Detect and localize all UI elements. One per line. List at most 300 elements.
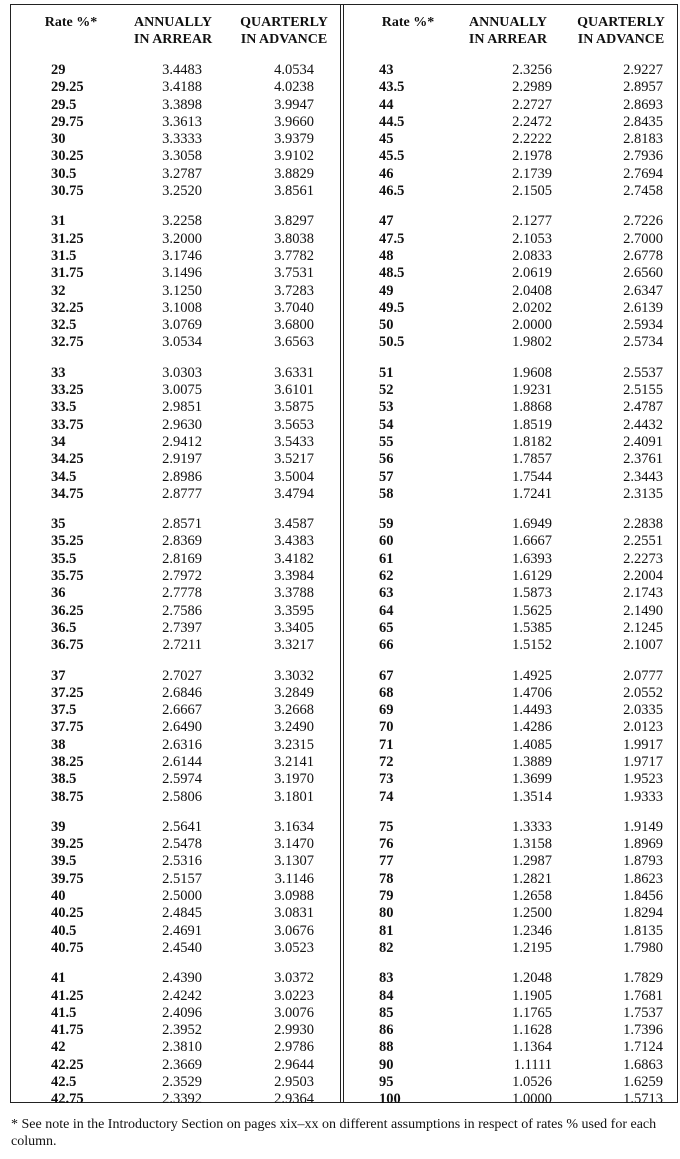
rate-cell: 72 xyxy=(379,753,394,770)
quarterly-header-line1: QUARTERLY xyxy=(577,15,665,30)
annually-header-line2: IN ARREAR xyxy=(468,32,548,47)
quarterly-cell: 3.3788 xyxy=(274,585,314,602)
rate-cell: 62 xyxy=(379,568,394,585)
rate-cell: 82 xyxy=(379,939,394,956)
annually-cell: 1.5625 xyxy=(512,602,552,619)
quarterly-cell: 2.7694 xyxy=(623,165,663,182)
quarterly-cell: 2.3135 xyxy=(623,485,663,502)
quarterly-cell: 2.0777 xyxy=(623,667,663,684)
quarterly-cell: 2.9503 xyxy=(274,1074,314,1091)
quarterly-cell: 3.6800 xyxy=(274,317,314,334)
annually-cell: 2.5157 xyxy=(162,870,202,887)
table-row xyxy=(344,365,677,382)
annually-cell: 1.1905 xyxy=(512,987,552,1004)
annually-cell: 2.8986 xyxy=(162,468,202,485)
annually-cell: 1.1364 xyxy=(512,1039,552,1056)
rate-cell: 31.25 xyxy=(51,230,84,247)
table-row xyxy=(344,620,677,637)
quarterly-cell: 2.1007 xyxy=(623,637,663,654)
table-row xyxy=(11,789,340,806)
rate-cell: 34.75 xyxy=(51,485,84,502)
rate-cell: 32.25 xyxy=(51,299,84,316)
annually-header xyxy=(123,14,223,48)
rate-cell: 47 xyxy=(379,213,394,230)
annually-cell: 3.4188 xyxy=(162,79,202,96)
annually-cell: 2.4390 xyxy=(162,970,202,987)
table-row xyxy=(344,1022,677,1039)
annually-cell: 2.0408 xyxy=(512,282,552,299)
annually-cell: 2.9197 xyxy=(162,451,202,468)
annually-cell: 1.5385 xyxy=(512,619,552,636)
quarterly-cell: 3.6331 xyxy=(274,364,314,381)
row-group xyxy=(344,819,677,957)
rate-cell: 35.75 xyxy=(51,568,84,585)
table-row xyxy=(344,334,677,351)
rate-cell: 30.25 xyxy=(51,148,84,165)
quarterly-cell: 2.6778 xyxy=(623,247,663,264)
quarterly-cell: 1.7537 xyxy=(623,1004,663,1021)
rate-cell: 29.5 xyxy=(51,96,77,113)
quarterly-cell: 1.6259 xyxy=(623,1074,663,1091)
table-row xyxy=(344,1005,677,1022)
annually-cell: 3.3333 xyxy=(162,131,202,148)
annually-cell: 1.4925 xyxy=(512,667,552,684)
annually-cell: 1.4085 xyxy=(512,736,552,753)
table-row xyxy=(344,451,677,468)
quarterly-cell: 3.5875 xyxy=(274,399,314,416)
rate-cell: 46.5 xyxy=(379,183,405,200)
annually-cell: 2.5478 xyxy=(162,836,202,853)
table-row xyxy=(11,668,340,685)
annually-cell: 1.3514 xyxy=(512,788,552,805)
table-row xyxy=(344,988,677,1005)
table-row xyxy=(11,283,340,300)
annually-cell: 2.5316 xyxy=(162,853,202,870)
table-row xyxy=(11,603,340,620)
table-row xyxy=(344,382,677,399)
annually-cell: 2.4691 xyxy=(162,922,202,939)
table-row xyxy=(344,737,677,754)
rate-header: Rate %* xyxy=(44,15,98,30)
table-row xyxy=(344,1057,677,1074)
quarterly-cell: 1.8623 xyxy=(623,870,663,887)
quarterly-cell: 3.4794 xyxy=(274,485,314,502)
quarterly-cell: 2.2838 xyxy=(623,516,663,533)
table-row xyxy=(344,148,677,165)
annually-cell: 1.3333 xyxy=(512,818,552,835)
quarterly-cell: 3.9379 xyxy=(274,131,314,148)
rate-cell: 84 xyxy=(379,987,394,1004)
quarterly-cell: 2.8435 xyxy=(623,113,663,130)
annually-cell: 1.3889 xyxy=(512,753,552,770)
rate-cell: 81 xyxy=(379,922,394,939)
quarterly-cell: 2.7000 xyxy=(623,230,663,247)
table-row xyxy=(344,585,677,602)
annually-cell: 1.1111 xyxy=(513,1056,552,1073)
rate-cell: 43.5 xyxy=(379,79,405,96)
rate-cell: 71 xyxy=(379,736,394,753)
quarterly-cell: 1.8969 xyxy=(623,836,663,853)
quarterly-cell: 3.0988 xyxy=(274,888,314,905)
rate-cell: 70 xyxy=(379,719,394,736)
annually-cell: 1.8182 xyxy=(512,433,552,450)
row-group xyxy=(344,365,677,503)
quarterly-cell: 3.1801 xyxy=(274,788,314,805)
table-row xyxy=(11,905,340,922)
table-row xyxy=(11,166,340,183)
rate-cell: 78 xyxy=(379,870,394,887)
quarterly-cell: 2.3761 xyxy=(623,451,663,468)
annually-cell: 1.3699 xyxy=(512,771,552,788)
annually-cell: 1.2987 xyxy=(512,853,552,870)
table-row xyxy=(11,486,340,503)
rate-cell: 55 xyxy=(379,433,394,450)
table-row xyxy=(344,1039,677,1056)
rate-cell: 30.5 xyxy=(51,165,77,182)
annually-cell: 2.2727 xyxy=(512,96,552,113)
table-row xyxy=(11,334,340,351)
annually-cell: 1.5152 xyxy=(512,637,552,654)
annually-cell: 2.2472 xyxy=(512,113,552,130)
table-row xyxy=(11,317,340,334)
rate-cell: 29 xyxy=(51,62,66,78)
rate-cell: 80 xyxy=(379,905,394,922)
annually-cell: 2.3952 xyxy=(162,1022,202,1039)
rate-cell: 40 xyxy=(51,888,66,905)
table-row xyxy=(11,940,340,957)
annually-cell: 3.1250 xyxy=(162,282,202,299)
table-row xyxy=(11,923,340,940)
table-row xyxy=(344,905,677,922)
annually-header-line2: IN ARREAR xyxy=(133,32,213,47)
rate-cell: 38.75 xyxy=(51,788,84,805)
rate-cell: 34 xyxy=(51,433,66,450)
rate-cell: 75 xyxy=(379,818,394,835)
table-row xyxy=(11,417,340,434)
rate-cell: 50 xyxy=(379,317,394,334)
annually-cell: 3.0303 xyxy=(162,364,202,381)
annually-cell: 2.8571 xyxy=(162,516,202,533)
annually-cell: 1.4493 xyxy=(512,702,552,719)
table-row xyxy=(11,516,340,533)
rate-cell: 76 xyxy=(379,836,394,853)
annually-cell: 1.2048 xyxy=(512,970,552,987)
right-rows xyxy=(344,62,677,1122)
table-row xyxy=(344,568,677,585)
row-group xyxy=(11,62,340,200)
rate-cell: 30 xyxy=(51,131,66,148)
rate-cell: 32 xyxy=(51,282,66,299)
rate-cell: 33.5 xyxy=(51,399,77,416)
quarterly-cell: 3.5217 xyxy=(274,451,314,468)
rate-cell: 49.5 xyxy=(379,299,405,316)
annually-cell: 2.6490 xyxy=(162,719,202,736)
quarterly-cell: 3.9102 xyxy=(274,148,314,165)
rate-header: Rate %* xyxy=(381,15,435,30)
rate-cell: 40.5 xyxy=(51,922,77,939)
row-group xyxy=(344,668,677,806)
annually-cell: 1.2346 xyxy=(512,922,552,939)
annually-cell: 2.7397 xyxy=(162,619,202,636)
table-row xyxy=(344,789,677,806)
annually-cell: 2.0202 xyxy=(512,299,552,316)
table-row xyxy=(11,888,340,905)
table-row xyxy=(344,166,677,183)
quarterly-cell: 3.3595 xyxy=(274,602,314,619)
table-row xyxy=(344,97,677,114)
table-row xyxy=(344,853,677,870)
row-group xyxy=(344,62,677,200)
annually-cell: 1.2500 xyxy=(512,905,552,922)
rate-cell: 50.5 xyxy=(379,334,405,351)
rate-cell: 36 xyxy=(51,585,66,602)
quarterly-cell: 3.7531 xyxy=(274,265,314,282)
quarterly-cell: 1.6863 xyxy=(623,1056,663,1073)
table-row xyxy=(344,888,677,905)
table-row xyxy=(11,451,340,468)
table-row xyxy=(344,231,677,248)
annually-cell: 2.4242 xyxy=(162,987,202,1004)
quarterly-cell: 3.7782 xyxy=(274,247,314,264)
quarterly-cell: 3.0523 xyxy=(274,939,314,956)
table-row xyxy=(344,399,677,416)
annually-cell: 2.1277 xyxy=(512,213,552,230)
annually-cell: 1.1765 xyxy=(512,1004,552,1021)
table-row xyxy=(344,923,677,940)
quarterly-cell: 2.6139 xyxy=(623,299,663,316)
table-row xyxy=(11,114,340,131)
annually-cell: 1.0526 xyxy=(512,1074,552,1091)
annually-cell: 2.0833 xyxy=(512,247,552,264)
quarterly-cell: 3.1470 xyxy=(274,836,314,853)
rate-cell: 40.75 xyxy=(51,939,84,956)
table-row xyxy=(11,819,340,836)
annually-cell: 1.6393 xyxy=(512,550,552,567)
annually-cell: 2.3392 xyxy=(162,1091,202,1108)
annually-cell: 2.0000 xyxy=(512,317,552,334)
quarterly-cell: 1.7980 xyxy=(623,939,663,956)
rate-cell: 42 xyxy=(51,1039,66,1056)
rate-cell: 36.25 xyxy=(51,602,84,619)
table-row xyxy=(11,836,340,853)
rate-cell: 90 xyxy=(379,1056,394,1073)
annually-cell: 2.4845 xyxy=(162,905,202,922)
rate-cell: 56 xyxy=(379,451,394,468)
row-group xyxy=(11,213,340,351)
table-row xyxy=(344,265,677,282)
rate-cell: 32.5 xyxy=(51,317,77,334)
annually-cell: 2.6316 xyxy=(162,736,202,753)
rate-cell: 53 xyxy=(379,399,394,416)
quarterly-cell: 2.1743 xyxy=(623,585,663,602)
quarterly-cell: 2.9644 xyxy=(274,1056,314,1073)
quarterly-cell: 3.0076 xyxy=(274,1004,314,1021)
rate-cell: 95 xyxy=(379,1074,394,1091)
rate-cell: 67 xyxy=(379,667,394,684)
annually-cell: 3.2520 xyxy=(162,183,202,200)
table-row xyxy=(344,248,677,265)
row-group xyxy=(11,819,340,957)
quarterly-cell: 2.1245 xyxy=(623,619,663,636)
quarterly-cell: 1.9523 xyxy=(623,771,663,788)
annually-cell: 2.9851 xyxy=(162,399,202,416)
annually-cell: 3.1496 xyxy=(162,265,202,282)
quarterly-cell: 2.4787 xyxy=(623,399,663,416)
rate-cell: 35.5 xyxy=(51,550,77,567)
rate-cell: 51 xyxy=(379,364,394,381)
rate-cell: 29.25 xyxy=(51,79,84,96)
row-group xyxy=(11,970,340,1108)
quarterly-cell: 2.8183 xyxy=(623,131,663,148)
footnote: * See note in the Introductory Section on pages xix–xx on different assumptions in respect of rates % used for each column. xyxy=(11,1117,657,1149)
rate-cell: 41.25 xyxy=(51,987,84,1004)
annually-cell: 2.9630 xyxy=(162,416,202,433)
annually-cell: 1.6949 xyxy=(512,516,552,533)
table-row xyxy=(11,685,340,702)
table-row xyxy=(344,685,677,702)
table-row xyxy=(344,300,677,317)
table-row xyxy=(344,516,677,533)
table-row xyxy=(11,131,340,148)
annually-cell: 3.0075 xyxy=(162,382,202,399)
quarterly-cell: 3.2141 xyxy=(274,753,314,770)
annually-cell: 3.0534 xyxy=(162,334,202,351)
quarterly-cell: 2.9227 xyxy=(623,62,663,78)
rate-cell: 39.75 xyxy=(51,870,84,887)
table-row xyxy=(11,213,340,230)
quarterly-cell: 2.5734 xyxy=(623,334,663,351)
table-row xyxy=(11,399,340,416)
rate-cell: 48.5 xyxy=(379,265,405,282)
table-row xyxy=(344,1074,677,1091)
quarterly-cell: 4.0238 xyxy=(274,79,314,96)
row-group xyxy=(11,516,340,654)
table-row xyxy=(11,853,340,870)
quarterly-cell: 3.3405 xyxy=(274,619,314,636)
table-row xyxy=(11,1039,340,1056)
rate-cell: 34.5 xyxy=(51,468,77,485)
row-group xyxy=(344,213,677,351)
rate-cell: 45.5 xyxy=(379,148,405,165)
annually-cell: 2.3529 xyxy=(162,1074,202,1091)
rate-cell: 35 xyxy=(51,516,66,533)
table-row xyxy=(344,702,677,719)
quarterly-cell: 3.3984 xyxy=(274,568,314,585)
quarterly-cell: 3.6563 xyxy=(274,334,314,351)
annually-cell: 1.6667 xyxy=(512,533,552,550)
rate-cell: 43 xyxy=(379,62,394,78)
annually-cell: 2.1053 xyxy=(512,230,552,247)
annually-cell: 1.8519 xyxy=(512,416,552,433)
annually-cell: 2.7972 xyxy=(162,568,202,585)
quarterly-cell: 2.4432 xyxy=(623,416,663,433)
quarterly-cell: 3.9947 xyxy=(274,96,314,113)
quarterly-cell: 1.9917 xyxy=(623,736,663,753)
annually-cell: 2.9412 xyxy=(162,433,202,450)
annually-cell: 2.8777 xyxy=(162,485,202,502)
rate-cell: 44 xyxy=(379,96,394,113)
table-row xyxy=(11,1091,340,1108)
quarterly-cell: 3.9660 xyxy=(274,113,314,130)
table-row xyxy=(344,637,677,654)
rate-cell: 42.75 xyxy=(51,1091,84,1108)
rate-cell: 45 xyxy=(379,131,394,148)
table-row xyxy=(11,871,340,888)
rate-cell: 31.75 xyxy=(51,265,84,282)
annually-cell: 2.5806 xyxy=(162,788,202,805)
quarterly-cell: 3.1634 xyxy=(274,818,314,835)
quarterly-cell: 2.7458 xyxy=(623,183,663,200)
rate-cell: 86 xyxy=(379,1022,394,1039)
rate-cell: 38 xyxy=(51,736,66,753)
quarterly-cell: 3.4383 xyxy=(274,533,314,550)
table-row xyxy=(344,62,677,79)
quarterly-cell: 2.6560 xyxy=(623,265,663,282)
annually-cell: 3.3058 xyxy=(162,148,202,165)
quarterly-cell: 3.8829 xyxy=(274,165,314,182)
quarterly-cell: 1.8456 xyxy=(623,888,663,905)
table-row xyxy=(11,620,340,637)
quarterly-header-line2: IN ADVANCE xyxy=(577,32,665,47)
annually-cell: 2.7027 xyxy=(162,667,202,684)
quarterly-cell: 2.0552 xyxy=(623,684,663,701)
quarterly-cell: 2.2004 xyxy=(623,568,663,585)
quarterly-header-line2: IN ADVANCE xyxy=(240,32,328,47)
quarterly-cell: 2.6347 xyxy=(623,282,663,299)
table-row xyxy=(344,533,677,550)
rate-cell: 58 xyxy=(379,485,394,502)
annually-cell: 3.4483 xyxy=(162,62,202,78)
rate-cell: 29.75 xyxy=(51,113,84,130)
annually-cell: 2.3256 xyxy=(512,62,552,78)
quarterly-cell: 1.7124 xyxy=(623,1039,663,1056)
rate-cell: 61 xyxy=(379,550,394,567)
annually-cell: 3.3898 xyxy=(162,96,202,113)
table-row xyxy=(11,970,340,987)
quarterly-cell: 1.7829 xyxy=(623,970,663,987)
table-row xyxy=(11,382,340,399)
quarterly-cell: 3.0223 xyxy=(274,987,314,1004)
quarterly-cell: 3.3217 xyxy=(274,637,314,654)
annually-cell: 2.5974 xyxy=(162,771,202,788)
annually-cell: 3.1008 xyxy=(162,299,202,316)
rate-cell: 39.25 xyxy=(51,836,84,853)
rate-cell: 48 xyxy=(379,247,394,264)
table-row xyxy=(11,585,340,602)
table-row xyxy=(344,1091,677,1108)
quarterly-cell: 2.7226 xyxy=(623,213,663,230)
quarterly-cell: 1.8294 xyxy=(623,905,663,922)
rate-cell: 41.75 xyxy=(51,1022,84,1039)
quarterly-cell: 3.1307 xyxy=(274,853,314,870)
annually-cell: 3.0769 xyxy=(162,317,202,334)
table-row xyxy=(11,737,340,754)
annually-cell: 2.7211 xyxy=(162,637,202,654)
quarterly-cell: 2.5155 xyxy=(623,382,663,399)
quarterly-cell: 1.8793 xyxy=(623,853,663,870)
annually-cell: 2.7778 xyxy=(162,585,202,602)
annually-cell: 2.6667 xyxy=(162,702,202,719)
rate-cell: 37.5 xyxy=(51,702,77,719)
quarterly-cell: 3.1970 xyxy=(274,771,314,788)
table-row xyxy=(344,551,677,568)
rate-cell: 63 xyxy=(379,585,394,602)
rate-cell: 31.5 xyxy=(51,247,77,264)
table-row xyxy=(344,114,677,131)
annually-cell: 2.1505 xyxy=(512,183,552,200)
quarterly-header-line1: QUARTERLY xyxy=(240,15,328,30)
quarterly-cell: 1.5713 xyxy=(623,1091,663,1108)
